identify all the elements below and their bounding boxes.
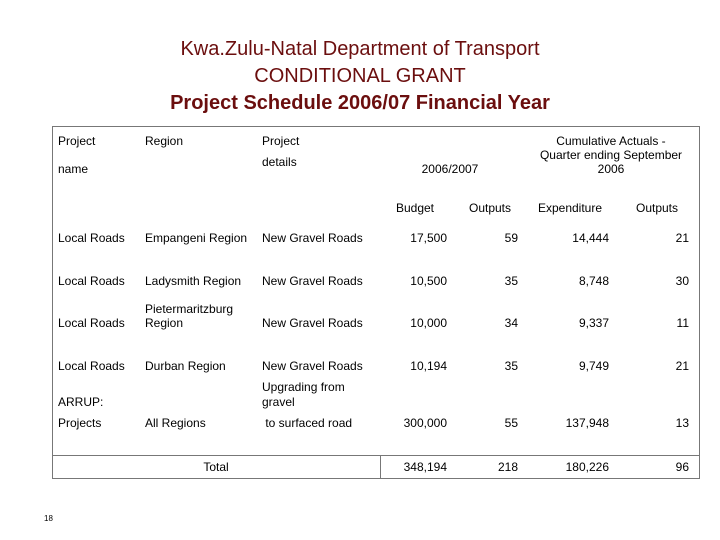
total-label: Total [203,460,229,474]
arrup-details-line-1: Upgrading from [262,380,345,394]
header-name: name [58,162,89,176]
row-expenditure: 9,337 [578,316,609,330]
header-project-2: Project [262,134,300,148]
row-expenditure: 9,749 [578,359,609,373]
arrup-project-line-2: Projects [58,416,102,430]
row-outputs: 34 [504,316,518,330]
row-details: New Gravel Roads [262,274,363,288]
header-region: Region [145,134,184,148]
title-line-1: Kwa.Zulu-Natal Department of Transport [180,38,540,60]
header-details: details [262,155,297,169]
row-details: New Gravel Roads [262,359,363,373]
row-region-line-2: Region [145,316,184,330]
row-project: Local Roads [58,359,125,373]
header-cumulative-2: Quarter ending September [539,148,683,162]
row-outputs-2: 21 [675,231,689,245]
title-line-2: CONDITIONAL GRANT [254,65,466,87]
title-line-3: Project Schedule 2006/07 Financial Year [170,92,550,114]
row-outputs-2: 30 [675,274,689,288]
arrup-details-line-2: gravel [262,395,295,409]
row-budget: 10,500 [410,274,447,288]
total-budget: 348,194 [403,460,447,474]
total-outputs-2: 96 [675,460,689,474]
row-outputs: 59 [504,231,518,245]
row-region: Durban Region [145,359,226,373]
row-budget: 10,194 [410,359,447,373]
header-outputs-2: Outputs [635,201,679,215]
row-details: New Gravel Roads [262,316,363,330]
header-budget: Budget [395,201,435,215]
row-budget: 17,500 [410,231,447,245]
row-outputs-2: 21 [675,359,689,373]
arrup-region: All Regions [145,416,206,430]
header-year: 2006/2007 [421,162,479,176]
arrup-details-line-3: to surfaced road [262,416,353,430]
arrup-project-line-1: ARRUP: [58,395,104,409]
row-outputs-2: 11 [676,316,689,330]
header-outputs: Outputs [468,201,512,215]
row-budget: 10,000 [410,316,447,330]
row-region: Empangeni Region [145,231,248,245]
header-cumulative-1: Cumulative Actuals - [556,134,666,148]
header-cumulative-3: 2006 [597,162,625,176]
total-divider [52,455,700,456]
page-number: 18 [44,514,53,523]
row-details: New Gravel Roads [262,231,363,245]
arrup-outputs: 55 [504,416,518,430]
row-region-line-1: Pietermaritzburg [145,302,234,316]
arrup-budget: 300,000 [403,416,447,430]
row-project: Local Roads [58,316,125,330]
total-outputs: 218 [497,460,518,474]
row-project: Local Roads [58,274,125,288]
arrup-outputs-2: 13 [675,416,689,430]
total-expenditure: 180,226 [565,460,609,474]
row-outputs: 35 [504,359,518,373]
arrup-expenditure: 137,948 [565,416,609,430]
header-project: Project [58,134,96,148]
row-project: Local Roads [58,231,125,245]
header-expenditure: Expenditure [537,201,603,215]
row-expenditure: 8,748 [578,274,609,288]
row-region: Ladysmith Region [145,274,242,288]
row-outputs: 35 [504,274,518,288]
row-expenditure: 14,444 [572,231,609,245]
